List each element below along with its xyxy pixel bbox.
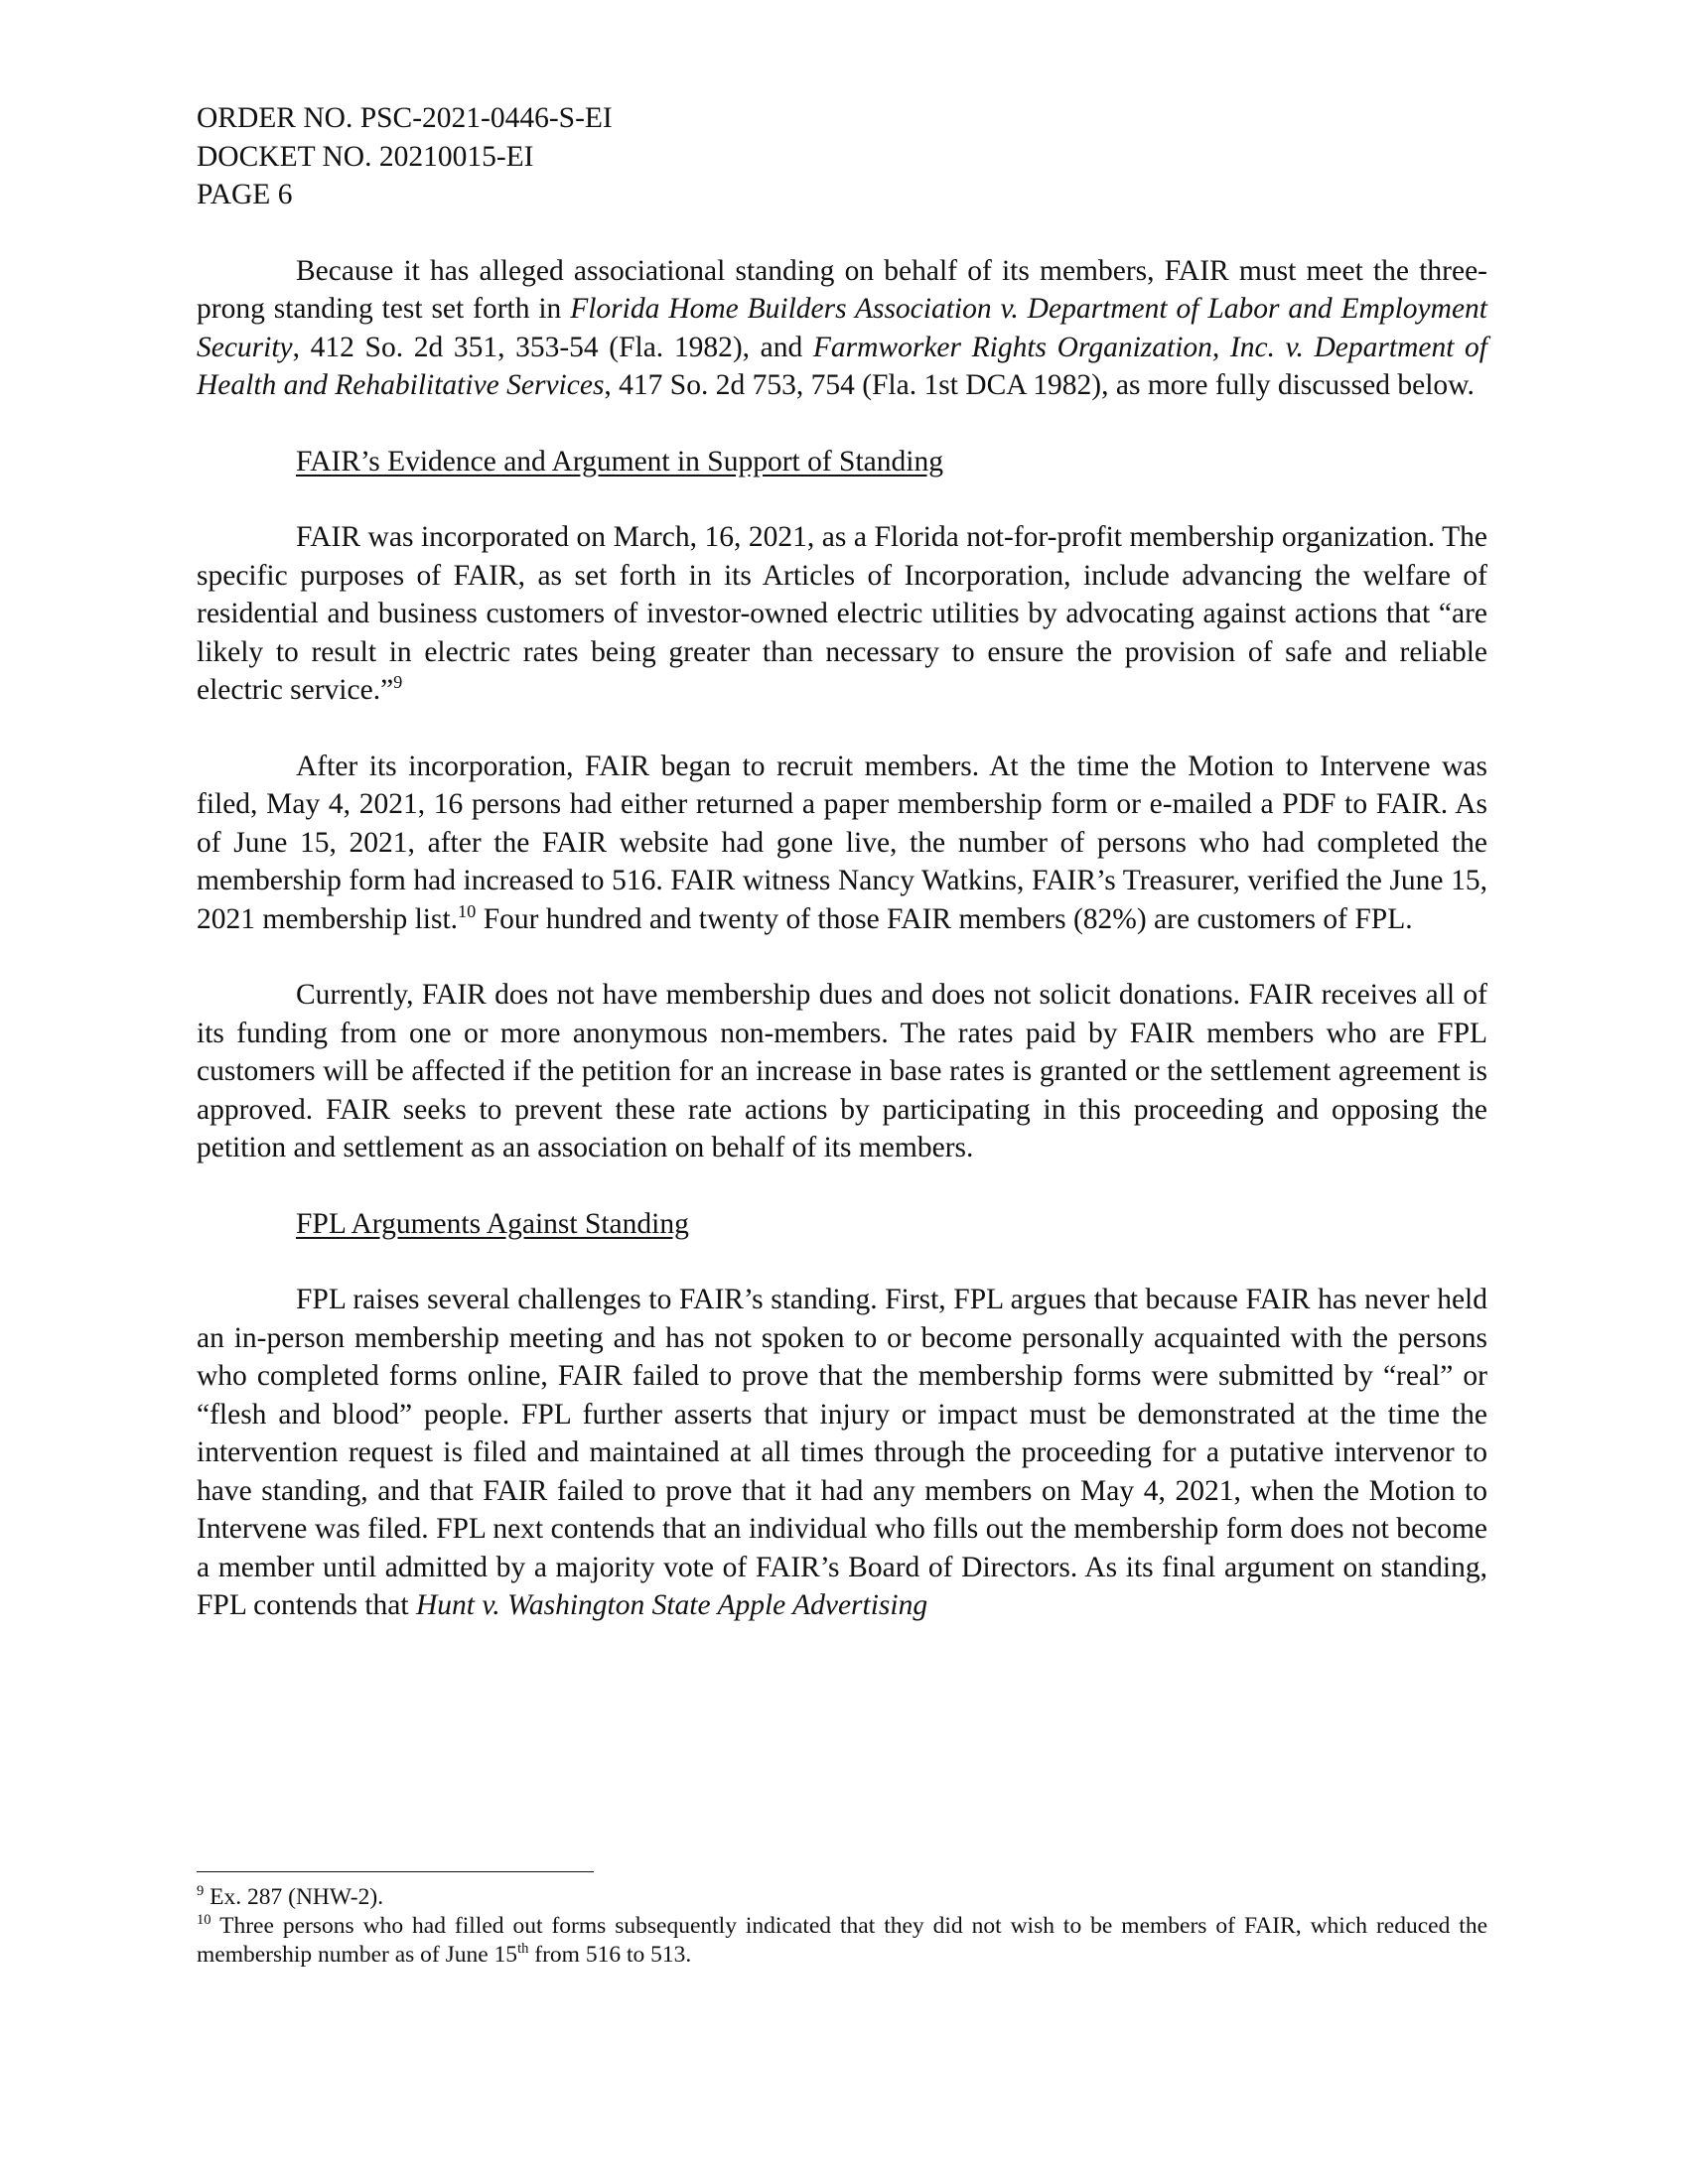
page-number: PAGE 6: [197, 179, 293, 210]
paragraph-funding: Currently, FAIR does not have membership dues and does not solicit donations. FAIR receives all of its funding from one or more anonymous non-members. The rates paid by FAIR members who are FPL customers will be affected if the petition for an increase in base rates is granted or the settlement agreement is approved. FAIR seeks to prevent these rate actions by participating in this proceeding and opposing the petition and settlement as an association on behalf of its members.: [197, 979, 1487, 1163]
order-number: ORDER NO. PSC-2021-0446-S-EI: [197, 102, 613, 134]
paragraph-recruitment: After its incorporation, FAIR began to recruit members. At the time the Motion to Intervene was filed, May 4, 2021, 16 persons had either returned a paper membership form or e-mailed a PDF to FAIR. As of June 15, 2021, after the FAIR website had gone live, the number of persons who had completed the membership form had increased to 516. FAIR witness Nancy Watkins, FAIR’s Treasurer, verified the June 15, 2021 membership list.$^{10}$ Four hundred and twenty of those FAIR members (82%) are customers of FPL.: [197, 750, 1487, 935]
docket-number: DOCKET NO. 20210015-EI: [197, 140, 534, 173]
document-page: [197, 99, 1487, 1625]
document-header: [197, 99, 1487, 214]
case-citation: Farmworker Rights Organization, Inc. v. Department of Health and Rehabilitative Services: [197, 331, 1487, 401]
footnote-ref-9: 9: [393, 672, 403, 693]
footnote-ref-10: 10: [458, 900, 477, 921]
case-citation: Florida Home Builders Association v. Department of Labor and Employment Security: [197, 293, 1487, 363]
footnote-separator: [197, 1871, 594, 1872]
case-citation: Hunt v. Washington State Apple Advertising: [415, 1589, 928, 1621]
footnotes: [197, 1883, 1487, 1970]
section-heading-fair-evidence: FAIR’s Evidence and Argument in Support of Standing: [296, 445, 943, 478]
paragraph-incorporation: FAIR was incorporated on March, 16, 2021, as a Florida not-for-profit membership organization. The specific purposes of FAIR, as set forth in its Articles of Incorporation, include advancing the welfare of residential and business customers of investor-owned electric utilities by advocating against actions that “are likely to result in electric rates being greater than necessary to ensure the provision of safe and reliable electric service.”$^9$: [197, 521, 1487, 706]
paragraph-fpl-challenges: FPL raises several challenges to FAIR’s standing. First, FPL argues that because FAIR has never held an in-person membership meeting and has not spoken to or become personally acquainted with the persons who completed forms online, FAIR failed to prove that the membership forms were submitted by “real” or “flesh and blood” people. FPL further asserts that injury or impact must be demonstrated at the time the intervention request is filed and maintained at all times through the proceeding for a putative intervenor to have standing, and that FAIR failed to prove that it had any members on May 4, 2021, when the Motion to Intervene was filed. FPL next contends that an individual who fills out the membership form does not become a member until admitted by a majority vote of FAIR’s Board of Directors. As its final argument on standing, FPL contends that Hunt v. Washington State Apple Advertising: [197, 1284, 1487, 1621]
paragraph-associational-standing: Because it has alleged associational standing on behalf of its members, FAIR must meet the three-prong standing test set forth in Florida Home Builders Association v. Department of Labor and Employment Security, 412 So. 2d 351, 353-54 (Fla. 1982), and Farmworker Rights Organization, Inc. v. Department of Health and Rehabilitative Services, 417 So. 2d 753, 754 (Fla. 1st DCA 1982), as more fully discussed below.: [197, 254, 1487, 401]
footnote-10: $^{10}$ Three persons who had filled out forms subsequently indicated that they did not wish to be members of FAIR, which reduced the membership number as of June 15th from 516 to 513.: [197, 1912, 1487, 1968]
section-heading-fpl-arguments: FPL Arguments Against Standing: [296, 1207, 689, 1240]
footnote-9: $^9$ Ex. 287 (NHW-2).: [197, 1883, 384, 1910]
